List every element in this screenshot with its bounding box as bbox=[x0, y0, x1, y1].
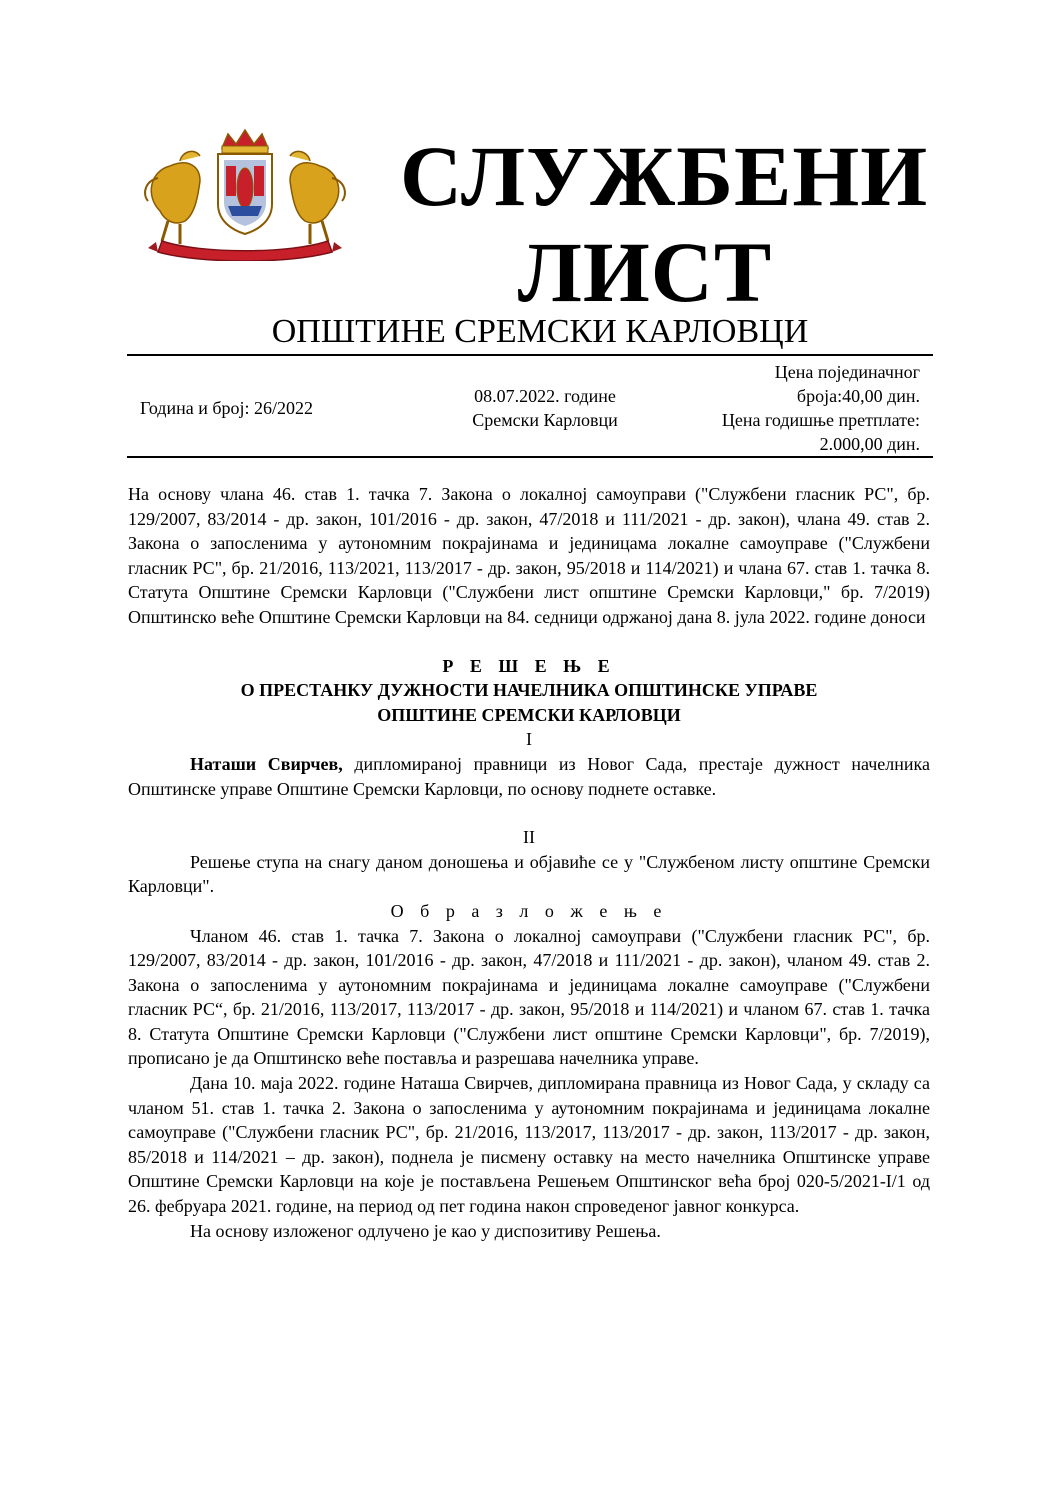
section-1-text: дипломираној правници из Новог Сада, престаје дужност начелника Општинске управе Општине Сремски Карловци, по основу поднете оставке. bbox=[128, 753, 930, 799]
section-1-paragraph bbox=[128, 752, 930, 801]
section-number-2: II bbox=[523, 827, 535, 848]
reasoning-heading: О б р а з л о ж е њ е bbox=[390, 900, 668, 921]
preamble-paragraph: На основу члана 46. став 1. тачка 7. Закона о локалној самоуправи ("Службени гласник РС", бр. 129/2007, 83/2014 - др. закон, 101/2016 - др. закон, 47/2018 и 111/2021 - др. закон), члана 49. став 2. Закона о запосленима у аутономним покрајинама и јединицама локалне самоуправе ("Службени гласник РС", бр. 21/2016, 113/2021, 113/2017 - др. закон, 95/2018 и 114/2021) и члана 67. став 1. тачка 8. Статута Општине Сремски Карловци ("Службени лист општине Сремски Карловци," бр. 7/2019) Општинско веће Општине Сремски Карловци на 84. седници одржаној дана 8. јула 2022. године доноси bbox=[128, 484, 930, 627]
issue-date-place bbox=[440, 384, 650, 432]
decision-title-line2: ОПШТИНЕ СРЕМСКИ КАРЛОВЦИ bbox=[377, 704, 681, 725]
gazette-title-line1: СЛУЖБЕНИ bbox=[400, 128, 929, 224]
gazette-subtitle: ОПШТИНЕ СРЕМСКИ КАРЛОВЦИ bbox=[271, 313, 809, 350]
header-rule-top bbox=[127, 354, 933, 356]
section-number-1: I bbox=[526, 729, 532, 750]
reasoning-paragraph-3: На основу изложеног одлучено је као у диспозитиву Решења. bbox=[190, 1220, 661, 1241]
price-annual-label: Цена годишње претплате: bbox=[721, 410, 920, 430]
section-2-paragraph: Решење ступа на снагу даном доношења и објавиће се у "Службеном листу општине Сремски Карловци". bbox=[128, 851, 930, 897]
spacer bbox=[128, 801, 930, 825]
spacer bbox=[128, 630, 930, 654]
issue-number: Година и број: 26/2022 bbox=[140, 398, 314, 418]
issue-place: Сремски Карловци bbox=[472, 410, 618, 430]
section-1-name: Наташи Свирчев, bbox=[190, 753, 343, 774]
header-rule-bottom bbox=[127, 456, 933, 458]
price-annual-value: 2.000,00 дин. bbox=[819, 434, 920, 454]
reasoning-paragraph-2: Дана 10. маја 2022. године Наташа Свирчев, дипломирана правница из Новог Сада, у складу са чланом 51. став 1. тачка 2. Закона о запосленима у аутономним покрајинама и јединицама локалне самоуправе ("Службени гласник РС", бр. 21/2016, 113/2017, 113/2017 - др. закон, 113/2017 - др. закон, 85/2018 и 114/2021 – др. закон), поднела је писмену оставку на место начелника Општинске управе Општине Сремски Карловци на које је постављена Решењем Општинског већа број 020-5/2021-I/1 од 26. фебруара 2021. године, на период од пет година након спроведеног јавног конкурса. bbox=[128, 1073, 930, 1217]
price-single-value: броја:40,00 дин. bbox=[796, 386, 920, 406]
gazette-title-line2: ЛИСТ bbox=[517, 224, 773, 320]
decision-title-line1: О ПРЕСТАНКУ ДУЖНОСТИ НАЧЕЛНИКА ОПШТИНСКЕ УПРАВЕ bbox=[240, 680, 818, 701]
price-single-label: Цена појединачног bbox=[774, 362, 920, 382]
issue-prices bbox=[680, 360, 920, 456]
reasoning-paragraph-1: Чланом 46. став 1. тачка 7. Закона о локалној самоуправи ("Службени гласник РС", бр. 129/2007, 83/2014 - др. закон, 101/2016 - др. закон, 47/2018 и 111/2021 - др. закон), чланом 49. став 2. Закона о запосленима у аутономним покрајинама и јединицама локалне самоуправе ("Службени гласник РС“, бр. 21/2016, 113/2017, 113/2017 - др. закон, 95/2018 и 114/2021) и чланом 67. став 1. тачка 8. Статута Општине Сремски Карловци ("Службени лист општине Сремски Карловци", бр. 7/2019), прописано је да Општинско веће поставља и разрешава начелника управе. bbox=[128, 925, 930, 1069]
issue-date: 08.07.2022. године bbox=[474, 386, 616, 406]
municipal-coat-of-arms-icon bbox=[140, 126, 350, 261]
decision-heading: Р Е Ш Е Њ Е bbox=[442, 655, 616, 676]
document-body bbox=[128, 482, 930, 1243]
